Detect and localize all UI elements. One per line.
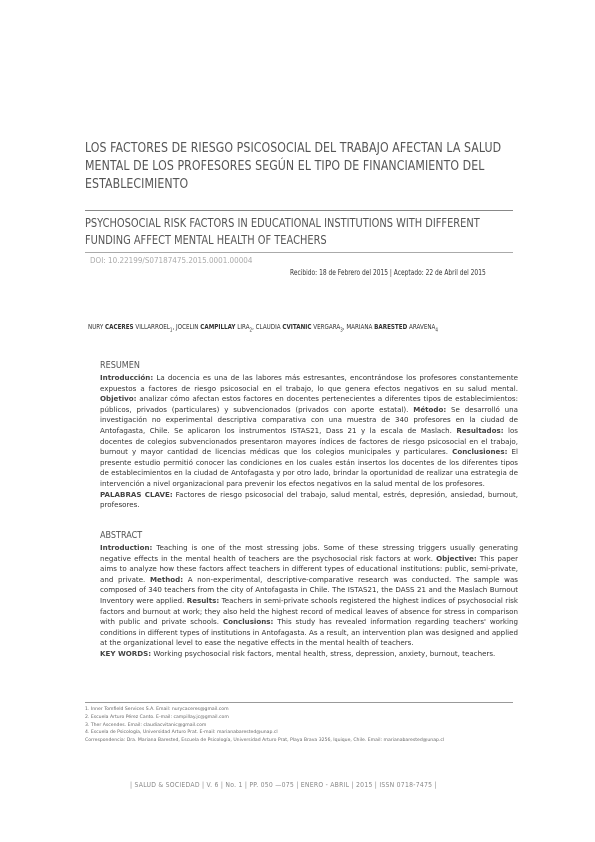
footnote-divider bbox=[85, 702, 513, 703]
title-divider bbox=[85, 210, 513, 211]
footnote: 2. Escuela Arturo Pérez Canto. E-mail: campillay.jc@gmail.com bbox=[85, 714, 229, 720]
abstract-body: Introduction: Teaching is one of the most stressing jobs. Some of these stressing triggers usually generating negative effects in the mental health of teachers are the psychosocial risk factors at work. Objective: This paper aims to analyze how these factors affect teachers in different types of educational institutions: public, semi-private, and private. Method: A non-experimental, descriptive-comparative research was conducted. The sample was composed of 340 teachers from the city of Antofagasta in Chile. The ISTAS21, the DASS 21 and the Maslach Burnout Inventory were applied. Results: Teachers in semi-private schools registered the highest indices of psychosocial risk factors and burnout at work; they also held the highest record of medical leaves of absence for stress in comparison with public and private schools. Conclusions: This study has revealed information regarding teachers' working conditions in different types of institutions in Antofagasta. As a result, an intervention plan was designed and applied at the organizational level to ease the negative effects in the mental health of teachers. KEY WORDS: Working psychosocial risk factors, mental health, stress, depression, anxiety, burnout, teachers. bbox=[100, 543, 518, 658]
abstract-obj-key: Objective: bbox=[436, 553, 477, 563]
resumen-heading: RESUMEN bbox=[100, 360, 140, 371]
footnote: 3. Ther Ascendes. Email: claudiacvitanic@gmail.com bbox=[85, 722, 207, 728]
doi[interactable]: DOI: 10.22199/S07187475.2015.0001.00004 bbox=[90, 256, 253, 265]
footnotes bbox=[85, 706, 525, 745]
title-english: PSYCHOSOCIAL RISK FACTORS IN EDUCATIONAL INSTITUTIONS WITH DIFFERENT FUNDING AFFECT MENTAL HEALTH OF TEACHERS bbox=[85, 216, 480, 247]
title-divider-2 bbox=[85, 252, 513, 253]
author-list bbox=[88, 323, 438, 333]
resumen-met-key: Método: bbox=[413, 404, 447, 414]
author: JOCELIN CAMPILLAY $LIRA_2$, bbox=[176, 323, 256, 334]
journal-footer: | SALUD & SOCIEDAD | V. 6 | No. 1 | PP. 050 —075 | ENERO - ABRIL | 2015 | ISSN 0718-7475 | bbox=[130, 780, 437, 789]
footnote: 1. Inner Tomfield Services S.A. Email: nurycaceres@gmail.com bbox=[85, 707, 229, 712]
abstract-met-key: Method: bbox=[149, 574, 184, 584]
title-spanish: LOS FACTORES DE RIESGO PSICOSOCIAL DEL TRABAJO AFECTAN LA SALUD MENTAL DE LOS PROFESORES SEGÚN EL TIPO DE FINANCIAMIENTO DEL ESTABLECIMIENTO bbox=[85, 141, 502, 192]
resumen-intro-key: Introducción: bbox=[100, 373, 154, 382]
keywords-key: KEY WORDS: bbox=[100, 648, 152, 658]
resumen-con-key: Conclusiones: bbox=[452, 447, 508, 457]
abstract-intro-key: Introduction: bbox=[100, 543, 153, 552]
footnote: 4. Escuela de Psicología, Universidad Arturo Prat. E-mail: marianabarested@unap.cl bbox=[85, 730, 278, 736]
abstract-heading: ABSTRACT bbox=[100, 530, 143, 541]
resumen-obj-key: Objetivo: bbox=[100, 394, 137, 404]
correspondence-note: Correspondencia: Dra. Mariana Barested, Escuela de Psicología, Universidad Arturo Prat, Playa Brava 3256, Iquique, Chile. Email: marianabarested@unap.cl bbox=[85, 738, 445, 744]
author: MARIANA BARESTED $ARAVENA_4$ bbox=[346, 323, 438, 334]
author: NURY CACERES $VILLARROEL_1$, bbox=[88, 323, 177, 334]
author: CLAUDIA CVITANIC $VERGARA_3$, bbox=[255, 323, 347, 334]
received-dates: Recibido: 18 de Febrero del 2015 | Aceptado: 22 de Abril del 2015 bbox=[290, 268, 486, 277]
abstract-con-key: Conclusions: bbox=[222, 617, 274, 627]
resumen-body: Introducción: La docencia es una de las labores más estresantes, encontrándose los profesores constantemente expuestos a factores de riesgo psicosocial en el trabajo, lo que genera efectos negativos en su salud mental. Objetivo: analizar cómo afectan estos factores en docentes pertenecientes a diferentes tipos de establecimientos: públicos, privados (particulares) y subvencionados (privados con aporte estatal). Método: Se desarrolló una investigación no experimental descriptiva comparativa con una muestra de 340 profesores en la ciudad de Antofagasta, Chile. Se aplicaron los instrumentos ISTAS21, Dass 21 y la escala de Maslach. Resultados: los docentes de colegios subvencionados presentaron mayores índices de factores de riesgo psicosocial en el trabajo, burnout y mayor cantidad de licencias médicas que los colegios municipales y particulares. Conclusiones: El presente estudio permitió conocer las condiciones en los cuales están insertos los docentes de los diferentes tipos de establecimientos en la ciudad de Antofagasta y por otro lado, brindar la oportunidad de realizar una estrategia de intervención a nivel organizacional para prevenir los efectos negativos en la salud mental de los profesores. PALABRAS CLAVE: Factores de riesgo psicosocial del trabajo, salud mental, estrés, depresión, ansiedad, burnout, profesores. bbox=[100, 373, 519, 510]
abstract-res-key: Results: bbox=[186, 595, 220, 605]
palabras-clave-key: PALABRAS CLAVE: bbox=[100, 489, 173, 499]
resumen-res-key: Resultados: bbox=[456, 425, 504, 435]
